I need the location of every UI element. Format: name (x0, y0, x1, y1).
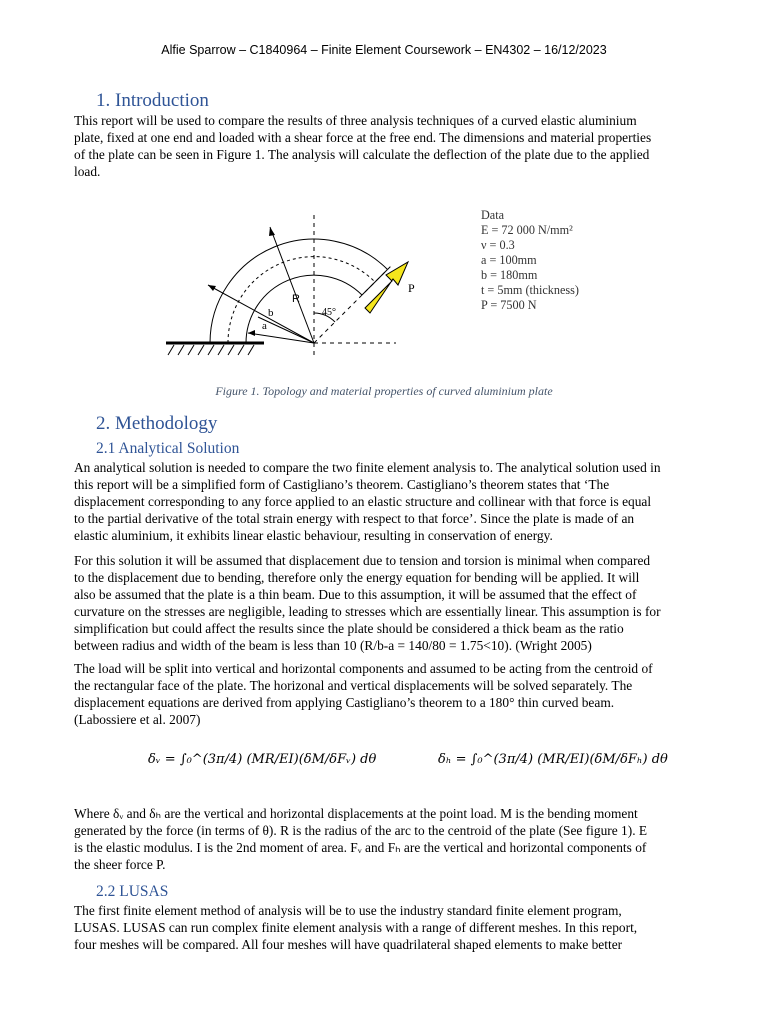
lusas-heading: 2.2 LUSAS (96, 883, 169, 900)
material-data-list (481, 208, 579, 313)
horizontal-displacement-equation: δₕ = ∫₀^(3π/4) (MR/EI)(δM/δFₕ) dθ (438, 752, 668, 767)
text-line: This report will be used to compare the results of three analysis techniques of a curved elastic aluminium (74, 113, 637, 128)
data-line: ν = 0.3 (481, 238, 515, 252)
vertical-displacement-equation: δᵥ = ∫₀^(3π/4) (MR/EI)(δM/δFᵥ) dθ (148, 752, 377, 767)
text-line: simplification but could affect the results since the plate should be considered a thick beam as the ratio (74, 620, 624, 636)
text-line: generated by the force (in terms of θ). R is the radius of the arc to the centroid of the plate (See figure 1). E (74, 822, 648, 838)
text-line: four meshes will be compared. All four meshes will have quadrilateral shaped elements to make better (74, 936, 623, 952)
label-P: P (408, 281, 415, 295)
text-line: to the displacement due to bending, therefore only the energy equation for bending will be applied. It will (74, 569, 640, 585)
text-line: Where δᵥ and δₕ are the vertical and horizontal displacements at the point load. M is the bending moment (74, 806, 638, 821)
lusas-paragraph-1 (74, 903, 698, 954)
text-line: between radius and width of the beam is less than 10 (R/b-a = 140/80 = 1.75<10). (Wright 2005) (74, 637, 592, 653)
data-line: a = 100mm (481, 253, 537, 267)
analytical-paragraph-4 (74, 806, 698, 874)
text-line: this report will be a simplified form of Castigliano’s theorem. Castigliano’s theorem states that ‘The (74, 476, 610, 492)
data-line: b = 180mm (481, 268, 538, 282)
analytical-paragraph-2 (74, 553, 698, 654)
introduction-heading: 1. Introduction (96, 90, 209, 111)
text-line: load. (74, 163, 101, 179)
methodology-heading: 2. Methodology (96, 413, 218, 434)
text-line: also be assumed that the plate is a thin beam. Due to this assumption, it will be assumed that the effect of (74, 586, 637, 602)
text-line: elastic aluminium, it exhibits linear elastic behaviour, resulting in conservation of energy. (74, 527, 553, 543)
label-angle: 45° (322, 307, 336, 318)
text-line: the rectangular face of the plate. The horizonal and vertical displacements will be solved separately. The (74, 677, 633, 693)
analytical-paragraph-1 (74, 460, 698, 545)
data-title: Data (481, 208, 505, 222)
text-line: LUSAS. LUSAS can run complex finite element analysis with a range of different meshes. In this report, (74, 919, 638, 935)
text-line: For this solution it will be assumed that displacement due to tension and torsion is minimal when compared (74, 553, 651, 568)
page-header: Alfie Sparrow – C1840964 – Finite Element Coursework – EN4302 – 16/12/2023 (161, 43, 607, 57)
text-line: The load will be split into vertical and horizontal components and assumed to be acting from the centroid of (74, 661, 653, 676)
data-line: E = 72 000 N/mm² (481, 223, 573, 237)
analytical-paragraph-3 (74, 661, 698, 729)
text-line: the sheer force P. (74, 856, 166, 872)
text-line: displacement equations are derived from applying Castigliano’s theorem to a 180° thin curved beam. (74, 694, 615, 710)
load-arrow (365, 262, 408, 313)
introduction-paragraph (74, 113, 698, 181)
text-line: displacement corresponding to any force applied to an elastic structure and collinear with that force is equal (74, 493, 652, 509)
data-line: P = 7500 N (481, 298, 537, 312)
text-line: The first finite element method of analysis will be to use the industry standard finite element program, (74, 903, 622, 918)
text-line: (Labossiere et al. 2007) (74, 711, 201, 727)
label-b: b (268, 307, 274, 319)
label-a: a (262, 320, 267, 332)
label-R: R (292, 293, 300, 305)
text-line: curvature on the stresses are negligible, leading to stresses which are essentially linear. This assumption is for (74, 603, 661, 619)
figure-caption: Figure 1. Topology and material properties of curved aluminium plate (215, 384, 553, 398)
text-line: to the partial derivative of the total strain energy with respect to that force’. Since the plate is made of an (74, 510, 635, 526)
text-line: of the plate can be seen in Figure 1. The analysis will calculate the deflection of the plate due to the applied (74, 146, 650, 162)
data-line: t = 5mm (thickness) (481, 283, 579, 297)
text-line: plate, fixed at one end and loaded with a shear force at the free end. The dimensions and material properties (74, 129, 652, 145)
analytical-solution-heading: 2.1 Analytical Solution (96, 440, 240, 457)
text-line: is the elastic modulus. I is the 2nd moment of area. Fᵥ and Fₕ are the vertical and horizontal components of (74, 839, 647, 855)
text-line: An analytical solution is needed to compare the two finite element analysis to. The analytical solution used in (74, 460, 661, 475)
